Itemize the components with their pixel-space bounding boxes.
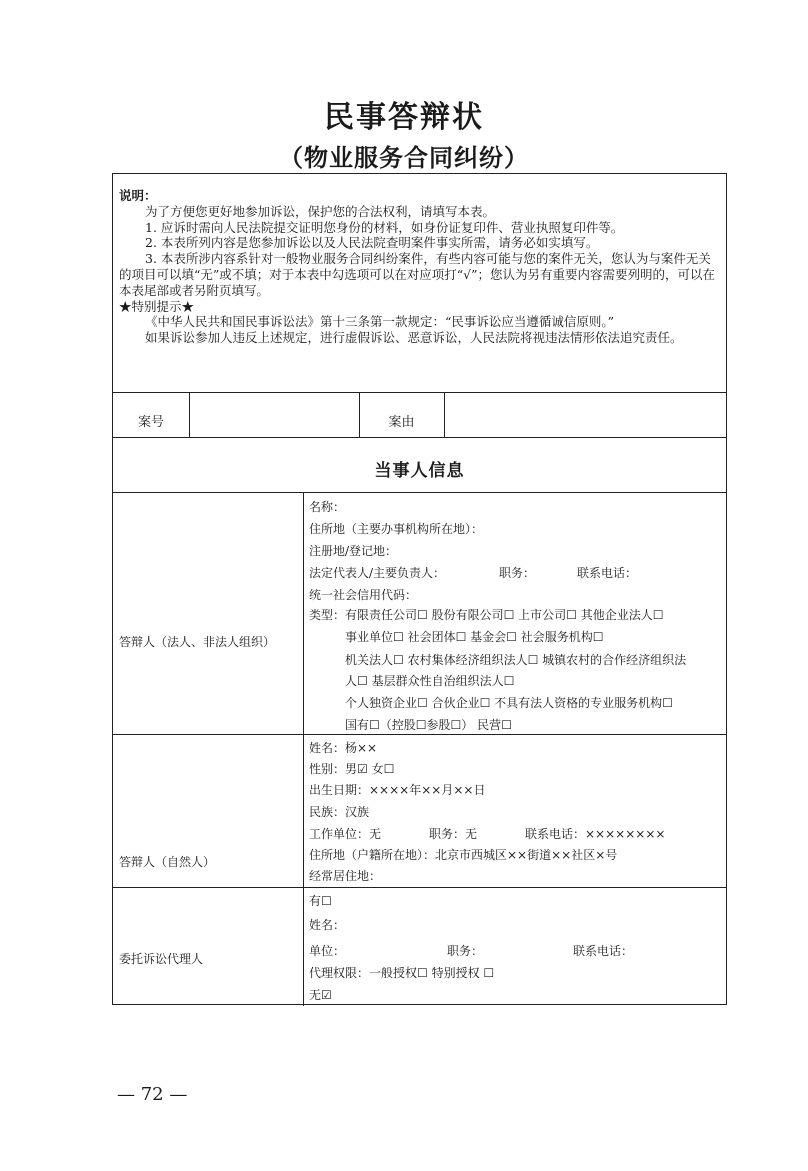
divider bbox=[189, 392, 190, 437]
case-cause-label: 案由 bbox=[388, 415, 415, 430]
page-number: — 72 — bbox=[117, 1084, 188, 1105]
person-address-field[interactable]: 住所地（户籍所在地）：北京市西城区××街道××社区×号 bbox=[309, 848, 618, 862]
page-title: 民事答辩状 bbox=[324, 100, 484, 135]
agent-name-field[interactable]: 姓名： bbox=[309, 918, 346, 932]
org-credit-code-field[interactable]: 统一社会信用代码： bbox=[309, 588, 418, 602]
person-ethnicity-field[interactable]: 民族：汉族 bbox=[309, 805, 370, 819]
case-number-label: 案号 bbox=[137, 415, 164, 430]
instructions-section bbox=[119, 188, 719, 346]
org-address-field[interactable]: 住所地（主要办事机构所在地）： bbox=[309, 522, 484, 536]
person-employment-field[interactable]: 工作单位：无 职务：无 联系电话：×××××××× bbox=[309, 827, 666, 841]
instruction-paragraph: 3. 本表所涉内容系针对一般物业服务合同纠纷案件，有些内容可能与您的案件无关，您认为与案件无关的项目可以填“无”或不填；对于本表中勾选项可以在对应项打“√”；您认为另有重要内容需要列明的，可以在本表尾部或者另附页填写。 bbox=[119, 251, 716, 298]
special-notice-heading: ★特别提示★ bbox=[119, 298, 195, 314]
divider bbox=[113, 492, 726, 493]
divider bbox=[113, 437, 726, 438]
instruction-paragraph: 1. 应诉时需向人民法院提交证明您身份的材料，如身份证复印件、营业执照复印件等。 bbox=[145, 219, 624, 235]
org-type-options[interactable]: 类型：有限责任公司☐ 股份有限公司☐ 上市公司☐ 其他企业法人☐ bbox=[309, 608, 664, 622]
person-gender-options[interactable]: 性别：男☑ 女☐ bbox=[309, 762, 395, 776]
section-title: 当事人信息 bbox=[374, 461, 465, 481]
agent-label: 委托诉讼代理人 bbox=[119, 952, 204, 966]
divider bbox=[303, 492, 304, 1006]
special-notice-paragraph: 如果诉讼参加人违反上述规定，进行虚假诉讼、恶意诉讼，人民法院将视违法情形依法追究责任。 bbox=[145, 330, 683, 346]
agent-yes-option[interactable]: 有☐ bbox=[309, 894, 332, 908]
divider bbox=[113, 734, 726, 735]
page-subtitle: （物业服务合同纠纷） bbox=[279, 143, 529, 172]
respondent-org-label: 答辩人（法人、非法人组织） bbox=[119, 635, 276, 649]
org-representative-field[interactable]: 法定代表人/主要负责人： 职务： 联系电话： bbox=[309, 566, 638, 580]
divider bbox=[113, 392, 726, 393]
org-type-options[interactable]: 事业单位☐ 社会团体☐ 基金会☐ 社会服务机构☐ bbox=[345, 630, 604, 644]
divider bbox=[113, 887, 726, 888]
agent-no-option[interactable]: 无☑ bbox=[309, 988, 332, 1002]
person-birthdate-field[interactable]: 出生日期：××××年××月××日 bbox=[309, 783, 486, 797]
instruction-paragraph: 为了方便您更好地参加诉讼，保护您的合法权利，请填写本表。 bbox=[145, 203, 496, 219]
org-name-field[interactable]: 名称： bbox=[309, 500, 346, 514]
org-type-options[interactable]: 机关法人☐ 农村集体经济组织法人☐ 城镇农村的合作经济组织法 bbox=[345, 653, 687, 667]
special-notice-paragraph: 《中华人民共和国民事诉讼法》第十三条第一款规定：“民事诉讼应当遵循诚信原则。” bbox=[145, 314, 615, 330]
org-ownership-options[interactable]: 国有☐（控股☐参股☐） 民营☐ bbox=[345, 718, 512, 732]
instructions-heading: 说明： bbox=[119, 188, 157, 203]
respondent-person-label: 答辩人（自然人） bbox=[119, 855, 216, 869]
agent-authority-options[interactable]: 代理权限：一般授权☐ 特别授权 ☐ bbox=[309, 966, 495, 980]
person-residence-field[interactable]: 经常居住地： bbox=[309, 869, 382, 883]
org-type-options[interactable]: 个人独资企业☐ 合伙企业☐ 不具有法人资格的专业服务机构☐ bbox=[345, 696, 673, 710]
divider bbox=[444, 392, 445, 437]
form-table bbox=[112, 173, 727, 1005]
person-name-field[interactable]: 姓名：杨×× bbox=[309, 741, 378, 755]
org-registration-field[interactable]: 注册地/登记地： bbox=[309, 544, 398, 558]
instruction-paragraph: 2. 本表所列内容是您参加诉讼以及人民法院查明案件事实所需，请务必如实填写。 bbox=[145, 235, 599, 251]
agent-employer-field[interactable]: 单位： 职务： 联系电话： bbox=[309, 944, 634, 958]
org-type-options[interactable]: 人☐ 基层群众性自治组织法人☐ bbox=[345, 674, 515, 688]
